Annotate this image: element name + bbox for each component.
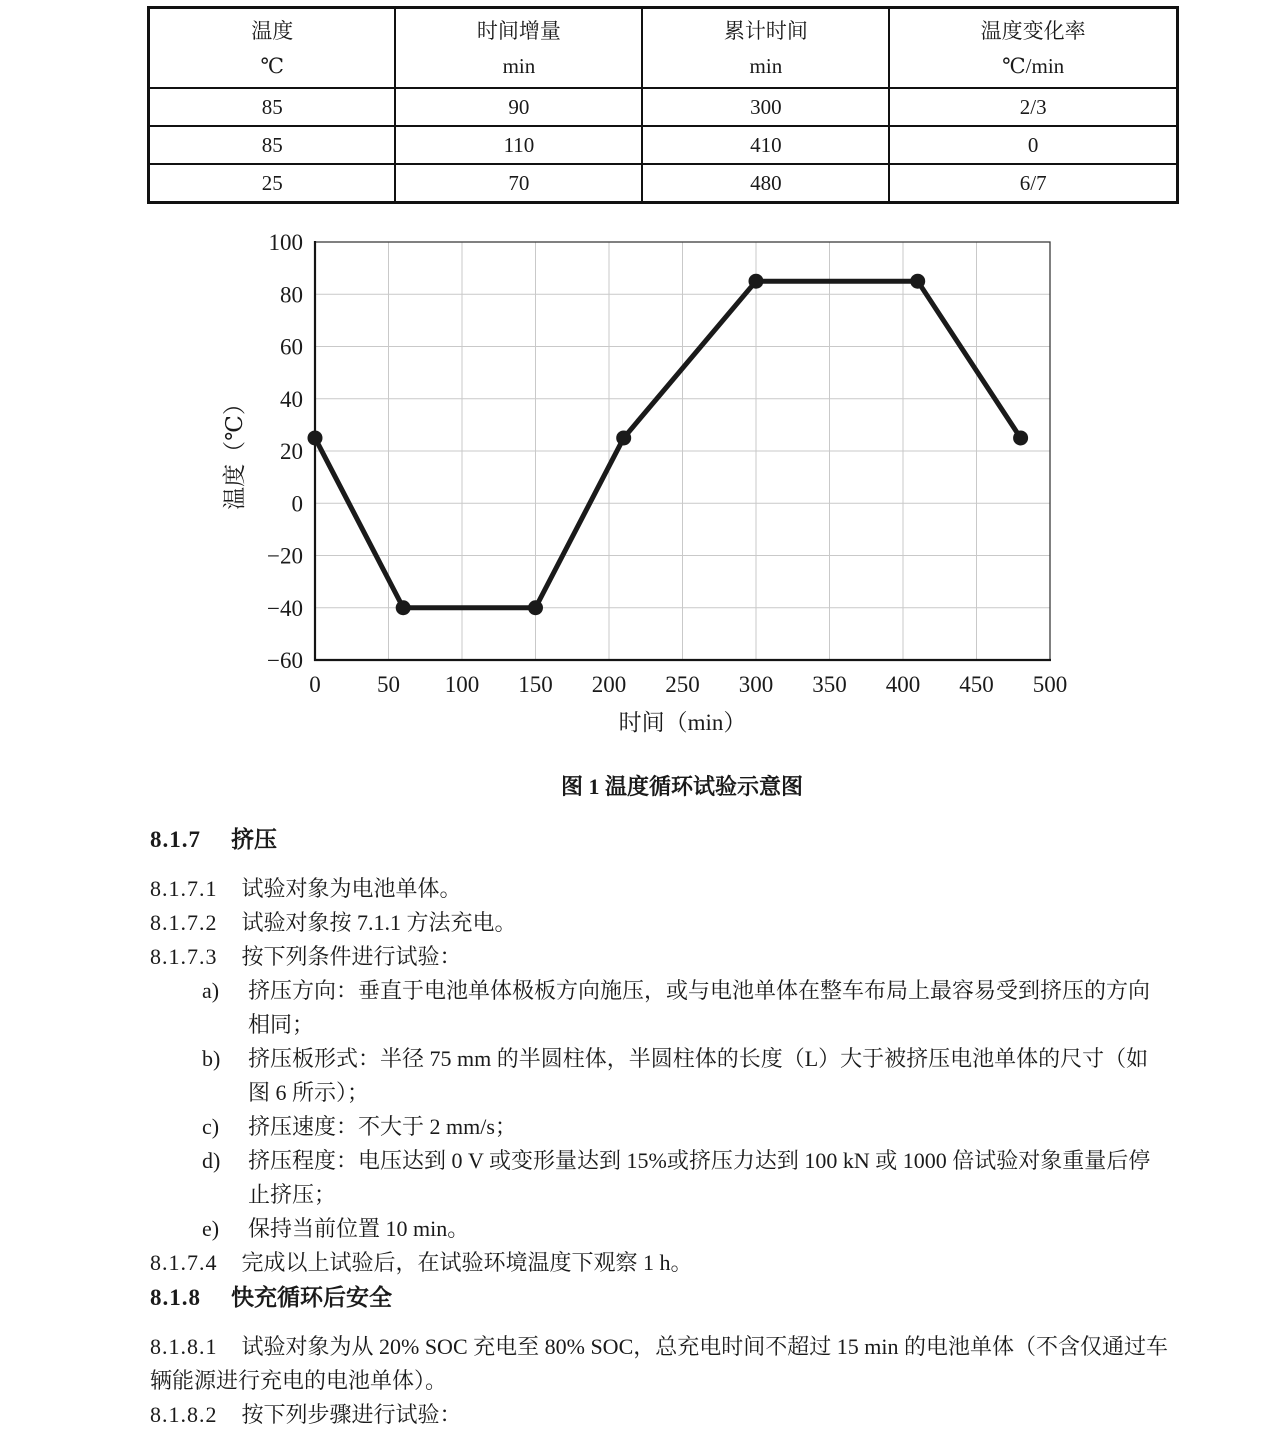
column-unit: ℃ bbox=[260, 54, 284, 78]
clause-para-8.1.7.2 bbox=[150, 906, 1168, 940]
data-point-marker bbox=[749, 274, 764, 289]
data-point-marker bbox=[910, 274, 925, 289]
table-cell: 300 bbox=[642, 88, 889, 126]
x-tick-label: 0 bbox=[309, 672, 321, 697]
table-cell: 90 bbox=[395, 88, 642, 126]
table-row bbox=[149, 164, 1178, 203]
clause-text: 试验对象为电池单体。 bbox=[241, 876, 462, 901]
column-title: 温度变化率 bbox=[980, 19, 1086, 43]
list-item-text: 保持当前位置 10 min。 bbox=[248, 1216, 470, 1241]
column-title: 温度 bbox=[251, 19, 294, 43]
y-tick-label: 40 bbox=[280, 386, 303, 412]
table-cell: 2/3 bbox=[889, 88, 1177, 126]
x-tick-label: 300 bbox=[738, 672, 774, 697]
data-point-marker bbox=[528, 600, 543, 615]
clause-para-8.1.7.4 bbox=[150, 1246, 1168, 1280]
x-tick-label: 150 bbox=[518, 672, 553, 697]
column-title: 时间增量 bbox=[476, 19, 561, 43]
clause-number: 8.1.7.4 bbox=[150, 1250, 218, 1275]
clause-number: 8.1.7.2 bbox=[150, 910, 218, 935]
clause-heading-8.1.7 bbox=[150, 822, 1168, 858]
table-cell: 480 bbox=[642, 164, 889, 203]
temperature-cycle-chart bbox=[200, 230, 1120, 756]
figure-1-chart-area bbox=[200, 230, 1120, 756]
list-item-label: a) bbox=[202, 978, 220, 1003]
x-tick-label: 200 bbox=[591, 672, 627, 697]
y-tick-label: 80 bbox=[280, 282, 303, 308]
y-tick-label: 100 bbox=[268, 230, 303, 255]
spec-table bbox=[147, 6, 1179, 204]
y-axis-title: 温度（℃） bbox=[222, 392, 247, 510]
y-tick-label: 0 bbox=[291, 491, 303, 517]
list-item-label: c) bbox=[202, 1114, 220, 1139]
clause-number: 8.1.7 bbox=[150, 827, 201, 852]
list-item-text: 挤压板形式：半径 75 mm 的半圆柱体，半圆柱体的长度（L）大于被挤压电池单体的尺寸（如图 6 所示）； bbox=[248, 1046, 1149, 1105]
clause-number: 8.1.8.1 bbox=[150, 1334, 218, 1359]
table-cell: 6/7 bbox=[889, 164, 1177, 203]
list-item-text: 挤压程度：电压达到 0 V 或变形量达到 15%或挤压力达到 100 kN 或 1000 倍试验对象重量后停止挤压； bbox=[248, 1148, 1151, 1207]
temperature-line bbox=[315, 281, 1021, 608]
clause-text: 按下列条件进行试验： bbox=[241, 944, 462, 969]
y-tick-label: −40 bbox=[267, 595, 303, 621]
table-cell: 25 bbox=[149, 164, 396, 203]
list-item-label: d) bbox=[202, 1148, 221, 1173]
list-item-b bbox=[150, 1042, 1153, 1110]
x-tick-label: 450 bbox=[959, 672, 994, 697]
y-tick-label: −60 bbox=[267, 648, 303, 673]
x-tick-label: 100 bbox=[444, 672, 480, 697]
clause-text: 试验对象按 7.1.1 方法充电。 bbox=[241, 910, 517, 935]
x-axis-title: 时间（min） bbox=[618, 710, 747, 735]
table-cell: 70 bbox=[395, 164, 642, 203]
x-tick-label: 50 bbox=[377, 672, 400, 697]
column-unit: min bbox=[749, 54, 783, 78]
clause-number: 8.1.8 bbox=[150, 1285, 201, 1310]
spec-table-header bbox=[149, 8, 1178, 89]
column-header-0 bbox=[149, 8, 396, 89]
list-item-a bbox=[150, 974, 1153, 1042]
list-item-label: b) bbox=[202, 1046, 221, 1071]
x-tick-label: 350 bbox=[812, 672, 847, 697]
column-title: 累计时间 bbox=[723, 19, 808, 43]
clause-number: 8.1.8.2 bbox=[150, 1402, 218, 1427]
clause-title: 挤压 bbox=[231, 827, 277, 852]
table-cell: 85 bbox=[149, 126, 396, 164]
clause-title: 快充循环后安全 bbox=[231, 1285, 392, 1310]
x-tick-label: 500 bbox=[1032, 672, 1068, 697]
list-item-label: e) bbox=[202, 1216, 220, 1241]
list-item-d bbox=[150, 1144, 1153, 1212]
column-header-1 bbox=[395, 8, 642, 89]
list-item-c bbox=[150, 1110, 1153, 1144]
y-tick-label: −20 bbox=[267, 543, 303, 569]
data-point-marker bbox=[308, 430, 323, 445]
column-unit: ℃/min bbox=[1002, 54, 1065, 78]
list-item-e bbox=[150, 1212, 1153, 1246]
data-point-marker bbox=[616, 430, 631, 445]
list-item-text: 挤压方向：垂直于电池单体极板方向施压，或与电池单体在整车布局上最容易受到挤压的方向相同； bbox=[248, 978, 1151, 1037]
clause-para-8.1.8.1 bbox=[150, 1330, 1168, 1398]
clause-text-block bbox=[150, 822, 1168, 1432]
table-cell: 0 bbox=[889, 126, 1177, 164]
y-tick-label: 60 bbox=[280, 334, 303, 360]
clause-heading-8.1.8 bbox=[150, 1280, 1168, 1316]
table-row bbox=[149, 88, 1178, 126]
figure-caption: 图 1 温度循环试验示意图 bbox=[560, 774, 803, 799]
list-item-text: 挤压速度：不大于 2 mm/s； bbox=[248, 1114, 517, 1139]
table-row bbox=[149, 126, 1178, 164]
table-cell: 410 bbox=[642, 126, 889, 164]
data-point-marker bbox=[396, 600, 411, 615]
table-cell: 85 bbox=[149, 88, 396, 126]
column-header-3 bbox=[889, 8, 1177, 89]
clause-text: 按下列步骤进行试验： bbox=[241, 1402, 462, 1427]
clause-text: 完成以上试验后，在试验环境温度下观察 1 h。 bbox=[241, 1250, 693, 1275]
clause-number: 8.1.7.1 bbox=[150, 876, 218, 901]
spec-table-body bbox=[149, 88, 1178, 203]
clause-para-8.1.7.3 bbox=[150, 940, 1168, 974]
table-cell: 110 bbox=[395, 126, 642, 164]
data-point-marker bbox=[1013, 430, 1028, 445]
y-tick-label: 20 bbox=[280, 439, 303, 464]
temperature-step-table bbox=[147, 6, 1179, 204]
x-tick-label: 250 bbox=[665, 672, 700, 697]
column-unit: min bbox=[502, 54, 536, 78]
clause-para-8.1.8.2 bbox=[150, 1398, 1168, 1432]
column-header-2 bbox=[642, 8, 889, 89]
x-tick-label: 400 bbox=[885, 672, 921, 697]
clause-number: 8.1.7.3 bbox=[150, 944, 218, 969]
clause-para-8.1.7.1 bbox=[150, 872, 1168, 906]
clause-text: 试验对象为从 20% SOC 充电至 80% SOC，总充电时间不超过 15 min 的电池单体（不含仅通过车辆能源进行充电的电池单体）。 bbox=[150, 1334, 1168, 1393]
